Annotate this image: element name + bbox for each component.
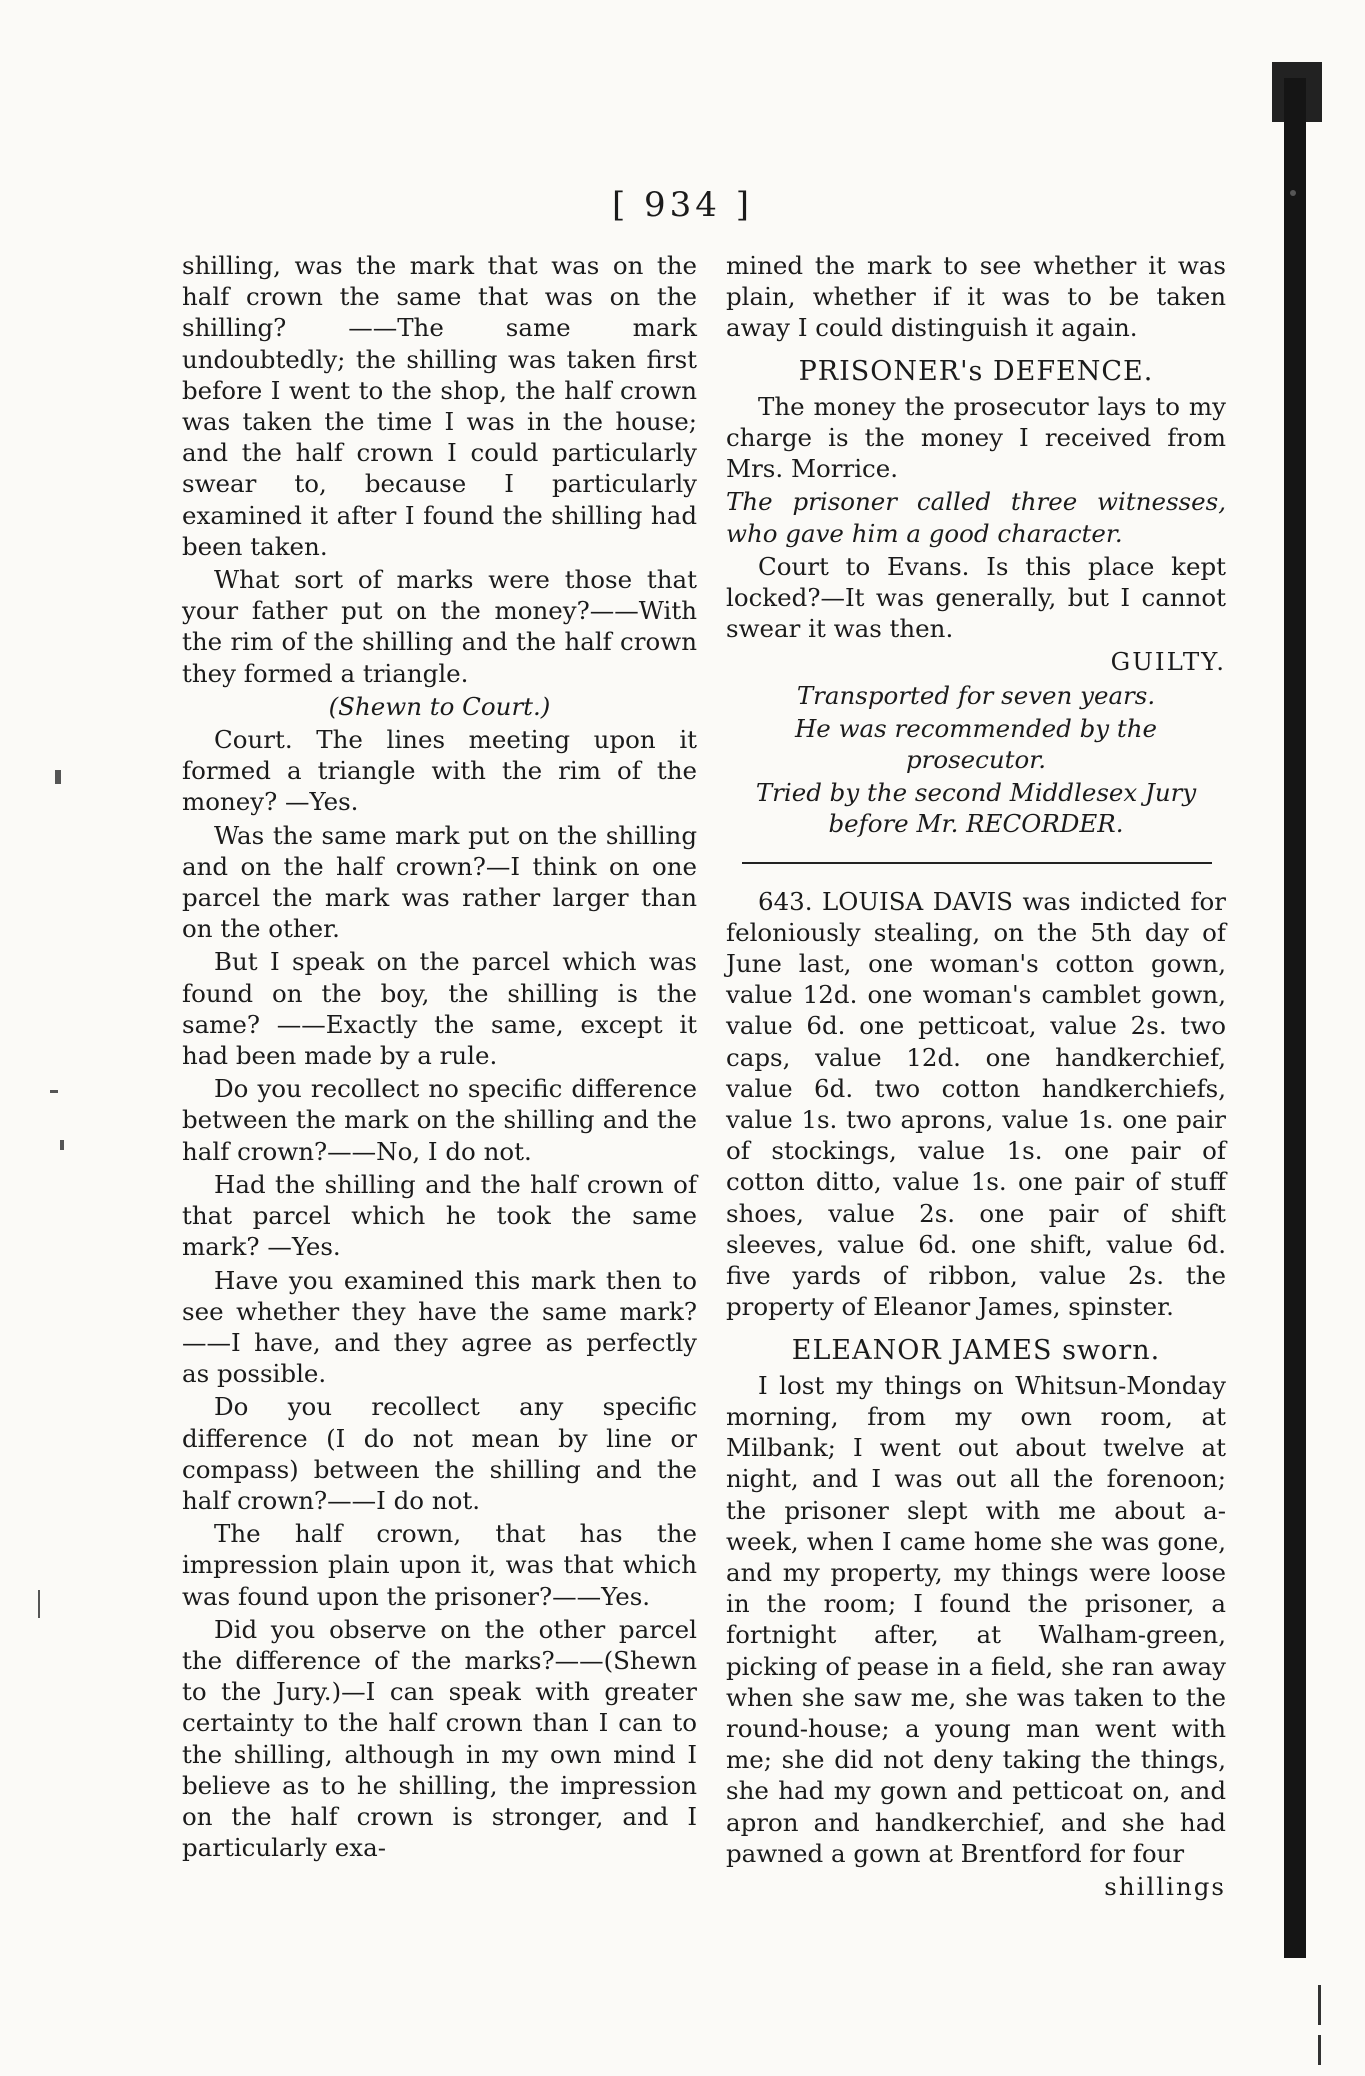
paragraph: Did you observe on the other parcel the difference of the marks?——(Shewn to the Jury.)—I can speak with greater certainty to the half crown than I can to the shilling, although in my own mind I believe as to he shilling, the impression on the half crown is stronger, and I particularly exa- — [182, 1614, 697, 1863]
sentence: Transported for seven years. — [796, 680, 1156, 710]
section-divider — [742, 862, 1212, 864]
paragraph: But I speak on the parcel which was found on the boy, the shilling is the same? ——Exactly the same, except it had been made by a rule. — [182, 947, 697, 1071]
binding-shadow — [1284, 78, 1306, 1958]
testimony: I lost my things on Whitsun-Monday morning, from my own room, at Milbank; I went out about twelve at night, and I was out all the forenoon; the prisoner slept with me about a-week, when I came home she was gone, and my property, my things were loose in the room; I found the prisoner, a fortnight after, at Walham-green, picking of pease in a field, she ran away when she saw me, she was taken to the round-house; a young man went with me; she did not deny taking the things, she had my gown and petticoat on, and apron and handkerchief, and she had pawned a gown at Brentford for four — [726, 1370, 1226, 1868]
edge-speck — [60, 1140, 64, 1150]
witness-heading: ELEANOR JAMES sworn. — [791, 1334, 1161, 1366]
tried-by: Tried by the second Middlesex Jury before Mr. RECORDER. — [755, 778, 1197, 839]
paragraph: The money the prosecutor lays to my charge is the money I received from Mrs. Morrice. — [726, 391, 1226, 484]
paragraph: Court. The lines meeting upon it formed a triangle with the rim of the money? —Yes. — [182, 725, 697, 817]
stage-note: (Shewn to Court.) — [328, 691, 551, 721]
recommendation: He was recommended by the prosecutor. — [794, 713, 1158, 775]
paragraph: shilling, was the mark that was on the half crown the same that was on the shilling? ——The same mark undoubtedly; the shilling was taken first before I went to the shop, the half crown was taken the time I was in the house; and the half crown I could particularly swear to, because I particularly examined it after I found the shilling had been taken. — [182, 251, 697, 561]
edge-speck — [50, 1090, 58, 1093]
right-column — [726, 250, 1226, 1904]
paragraph: Do you recollect no specific difference between the mark on the shilling and the half crown?——No, I do not. — [182, 1074, 697, 1166]
paragraph: Had the shilling and the half crown of that parcel which he took the same mark? —Yes. — [182, 1169, 697, 1262]
paragraph: Was the same mark put on the shilling and on the half crown?—I think on one parcel the mark was rather larger than on the other. — [182, 820, 697, 944]
case-paragraph: 643. LOUISA DAVIS was indicted for feloniously stealing, on the 5th day of June last, one woman's cotton gown, value 12d. one woman's camblet gown, value 6d. one petticoat, value 2s. two caps, value 12d. one handkerchief, value 6d. two cotton handkerchiefs, value 1s. two aprons, value 1s. one pair of stockings, value 1s. one pair of cotton ditto, value 1s. one pair of stuff shoes, value 2s. one pair of shift sleeves, value 6d. one shift, value 6d. five yards of ribbon, value 2s. the property of Eleanor James, spinster. — [726, 886, 1226, 1322]
court-question: Court to Evans. Is this place kept locked?—It was generally, but I cannot swear it was then. — [726, 551, 1226, 644]
witnesses-note: The prisoner called three witnesses, who gave him a good character. — [726, 487, 1226, 548]
left-column — [182, 250, 697, 1865]
page-number: [ 934 ] — [611, 185, 754, 225]
paragraph: Have you examined this mark then to see whether they have the same mark?——I have, and they agree as perfectly as possible. — [182, 1265, 697, 1389]
verdict: GUILTY. — [1110, 647, 1226, 677]
catchword: shillings — [1104, 1871, 1226, 1901]
paragraph: mined the mark to see whether it was plain, whether if it was to be taken away I could distinguish it again. — [726, 251, 1226, 343]
edge-speck — [55, 770, 61, 784]
paragraph: What sort of marks were those that your father put on the money?——With the rim of the shilling and the half crown they formed a triangle. — [182, 565, 697, 688]
paragraph: The half crown, that has the impression plain upon it, was that which was found upon the prisoner?——Yes. — [182, 1519, 697, 1611]
defence-heading: PRISONER's DEFENCE. — [798, 355, 1154, 387]
edge-mark — [1318, 1985, 1321, 2025]
edge-mark — [1318, 2035, 1321, 2065]
paragraph: Do you recollect any specific difference (I do not mean by line or compass) between the shilling and the half crown?——I do not. — [182, 1392, 697, 1515]
edge-speck — [38, 1590, 40, 1618]
